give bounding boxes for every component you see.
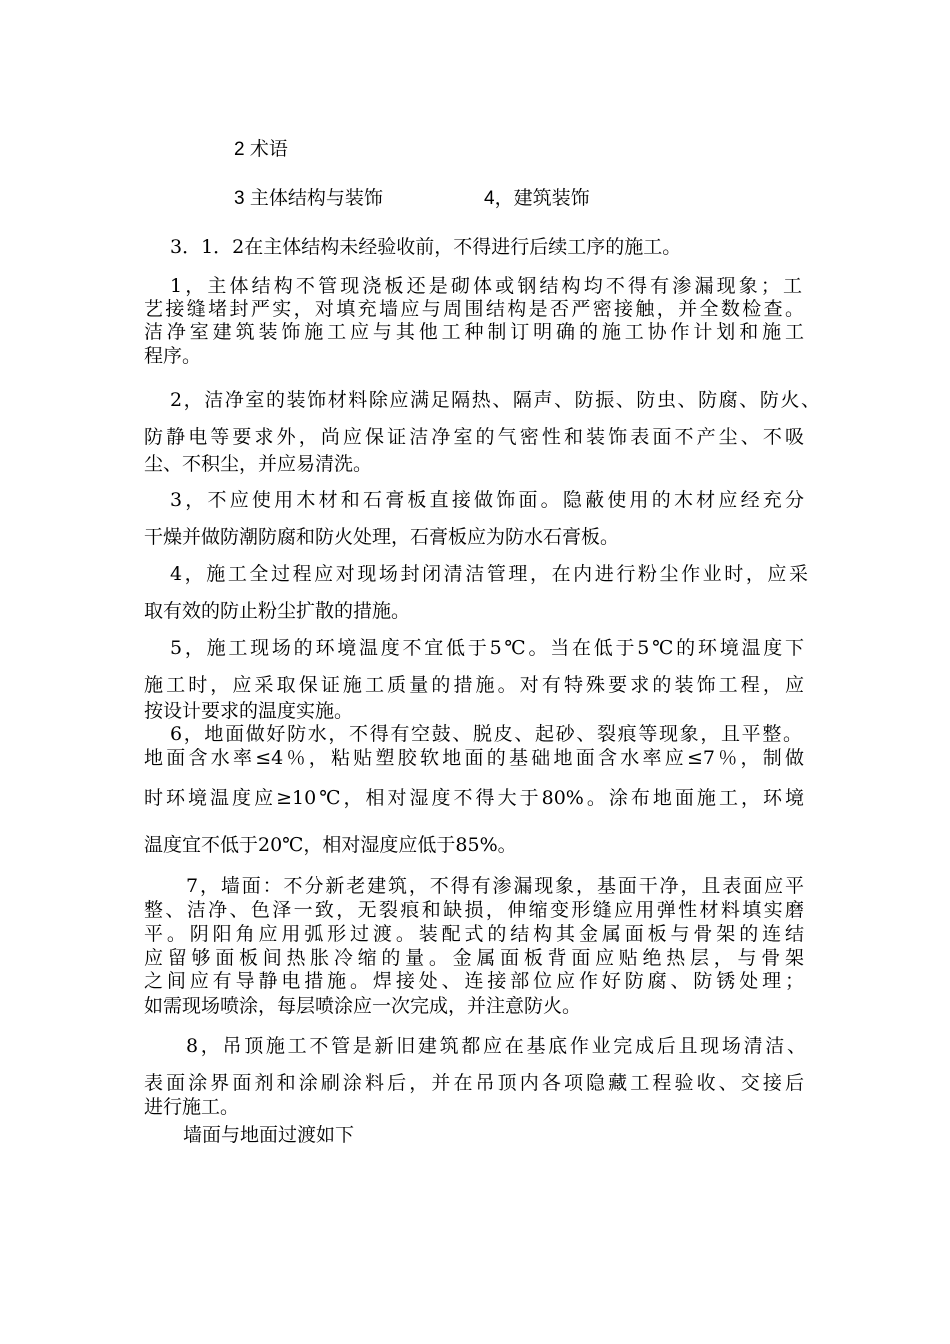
item-3-line-2: 干燥并做防潮防腐和防火处理，石膏板应为防水石膏板。 bbox=[144, 526, 620, 548]
item-5-line-2: 施工时，应采取保证施工质量的措施。对有特殊要求的装饰工程，应 bbox=[144, 674, 804, 696]
item-6-line-1: 6，地面做好防水，不得有空鼓、脱皮、起砂、裂痕等现象，且平整。 bbox=[170, 723, 802, 745]
heading-terms: 2 术语 bbox=[234, 139, 288, 160]
item-4-line-2: 取有效的防止粉尘扩散的措施。 bbox=[144, 600, 411, 622]
item-7-line-1: 7，墙面：不分新老建筑，不得有渗漏现象，基面干净，且表面应平 bbox=[186, 875, 804, 897]
item-8-line-1: 8，吊顶施工不管是新旧建筑都应在基底作业完成后且现场清洁、 bbox=[186, 1035, 806, 1057]
item-8-line-3: 进行施工。 bbox=[144, 1096, 240, 1118]
item-7-line-2: 整、洁净、色泽一致，无裂痕和缺损，伸缩变形缝应用弹性材料填实磨 bbox=[144, 899, 804, 921]
item-5-line-3: 按设计要求的温度实施。 bbox=[144, 700, 354, 722]
heading-main-structure: 3 主体结构与装饰 bbox=[234, 188, 383, 209]
item-2-line-2: 防静电等要求外，尚应保证洁净室的气密性和装饰表面不产尘、不吸 bbox=[144, 426, 804, 448]
item-2-line-3: 尘、不积尘，并应易清洗。 bbox=[144, 453, 373, 475]
item-7-line-6: 如需现场喷涂，每层喷涂应一次完成，并注意防火。 bbox=[144, 995, 582, 1017]
closing-line: 墙面与地面过渡如下 bbox=[183, 1124, 355, 1146]
item-7-line-3: 平。阴阳角应用弧形过渡。装配式的结构其金属面板与骨架的连结 bbox=[144, 923, 804, 945]
item-3-line-1: 3，不应使用木材和石膏板直接做饰面。隐蔽使用的木材应经充分 bbox=[170, 489, 804, 511]
heading-building-decoration: 4，建筑装饰 bbox=[484, 188, 590, 209]
item-5-line-1: 5，施工现场的环境温度不宜低于5℃。当在低于5℃的环境温度下 bbox=[170, 637, 804, 659]
item-1-line-3: 洁净室建筑装饰施工应与其他工种制订明确的施工协作计划和施工 bbox=[144, 321, 804, 343]
item-1-line-1: 1，主体结构不管现浇板还是砌体或钢结构均不得有渗漏现象；工 bbox=[170, 275, 802, 297]
item-7-line-5: 之间应有导静电措施。焊接处、连接部位应作好防腐、防锈处理； bbox=[144, 970, 804, 992]
item-2-line-1: 2，洁净室的装饰材料除应满足隔热、隔声、防振、防虫、防腐、防火、 bbox=[170, 389, 820, 411]
item-1-line-4: 程序。 bbox=[144, 345, 202, 367]
item-4-line-1: 4，施工全过程应对现场封闭清洁管理，在内进行粉尘作业时，应采 bbox=[170, 563, 808, 585]
item-6-line-2: 地面含水率≤4％，粘贴塑胶软地面的基础地面含水率应≤7％，制做 bbox=[144, 747, 804, 769]
item-6-line-3: 时环境温度应≥10℃，相对湿度不得大于80%。涂布地面施工，环境 bbox=[144, 787, 804, 809]
item-6-line-4: 温度宜不低于20℃，相对湿度应低于85%。 bbox=[144, 834, 517, 856]
clause-3-1-2: 3．1．2在主体结构未经验收前，不得进行后续工序的施工。 bbox=[170, 236, 682, 258]
item-8-line-2: 表面涂界面剂和涂刷涂料后，并在吊顶内各项隐藏工程验收、交接后 bbox=[144, 1072, 804, 1094]
item-7-line-4: 应留够面板间热胀冷缩的量。金属面板背面应贴绝热层，与骨架 bbox=[144, 947, 804, 969]
item-1-line-2: 艺接缝堵封严实，对填充墙应与周围结构是否严密接触，并全数检查。 bbox=[144, 298, 804, 320]
